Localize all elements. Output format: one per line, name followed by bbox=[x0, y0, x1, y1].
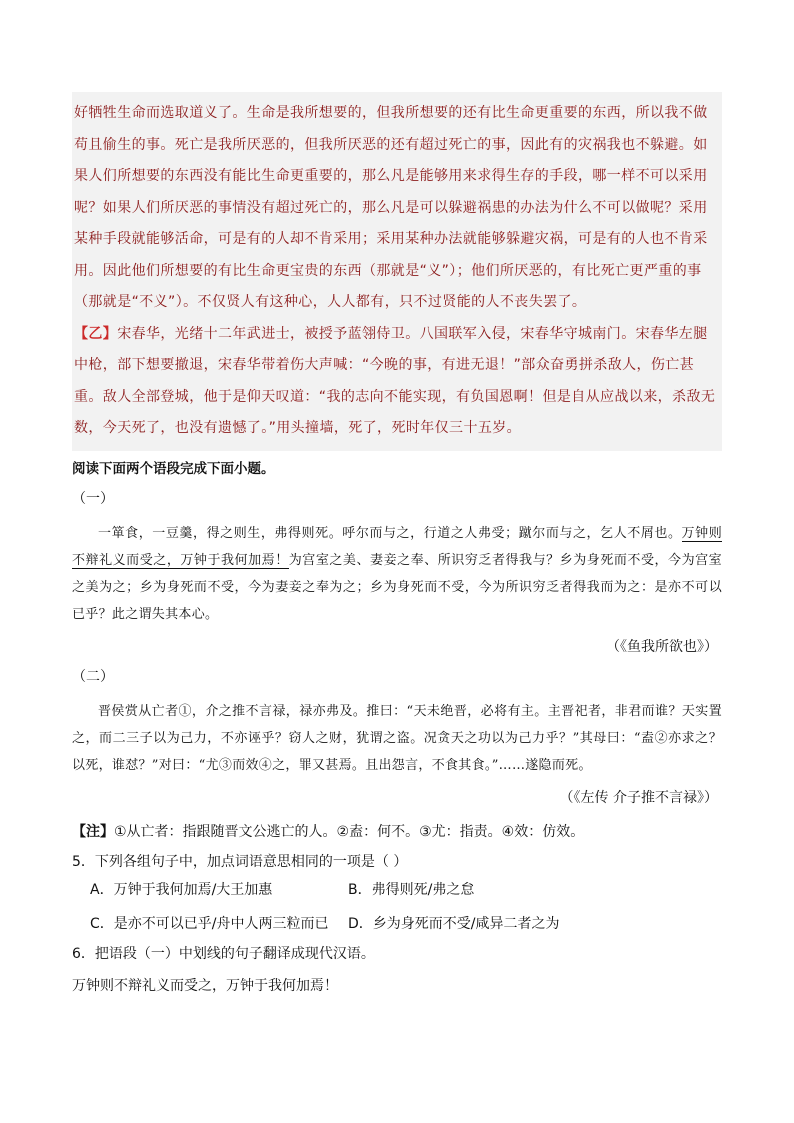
section-2-label: （二） bbox=[72, 668, 114, 685]
section-1-text-before: 一箪食，一豆羹，得之则生，弗得则死。呼尔而与之，行道之人弗受；蹴尔而与之，乞人不屑也。 bbox=[98, 525, 682, 541]
section-1-text-after: 为宫室之美、妻妾之奉、所识穷乏者得我与？乡为身死而不受，今为宫室之美为之；乡为身死而不受，今为妻妾之奉为之；乡为身死而不受，今为所识穷乏者得我而为之：是亦不可以已乎？此之谓失其本心。 bbox=[72, 552, 722, 622]
answer-paragraph-1: 好牺牲生命而选取道义了。生命是我所想要的，但我所想要的还有比生命更重要的东西，所以我不做苟且偷生的事。死亡是我所厌恶的，但我所厌恶的还有超过死亡的事，因此有的灾祸我也不躲避。如果人们所想要的东西没有能比生命更重要的，那么凡是能够用来求得生存的手段，哪一样不可以采用呢？如果人们所厌恶的事情没有超过死亡的，那么凡是可以躲避祸患的办法为什么不可以做呢？采用某种手段就能够活命，可是有的人却不肯采用；采用某种办法就能够躲避灾祸，可是有的人也不肯采用。因此他们所想要的有比生命更宝贵的东西（那就是“义”）；他们所厌恶的，有比死亡更严重的事（那就是“不义”）。不仅贤人有这种心，人人都有，只不过贤能的人不丧失罢了。 bbox=[74, 105, 708, 310]
annotation-note bbox=[72, 821, 722, 843]
answer-translation-box bbox=[72, 92, 722, 451]
option-d: D．乡为身死而不受/咸异二者之为 bbox=[348, 915, 560, 932]
section-1-label: （一） bbox=[72, 490, 114, 507]
section-1-source: （《鱼我所欲也》） bbox=[606, 638, 718, 655]
option-c: C．是亦不可以已乎/舟中人两三粒而已 bbox=[90, 915, 329, 932]
option-a: A．万钟于我何加焉/大王加惠 bbox=[90, 881, 273, 898]
page-content bbox=[72, 92, 722, 997]
underlined-sentence: 万钟则不辩礼义而受之，万钟于我何加焉！ bbox=[72, 525, 722, 568]
answer-paragraph-2-text: 宋春华，光绪十二年武进士，被授予蓝翎侍卫。八国联军入侵，宋春华守城南门。宋春华左腿中枪，部下想要撤退，宋春华带着伤大声喊：“今晚的事，有进无退！”部众奋勇拼杀敌人，伤亡甚重。敌人全部登城，他于是仰天叹道：“我的志向不能实现，有负国恩啊！但是自从应战以来，杀敌无数，今天死了，也没有遗憾了。”用头撞墙，死了，死时年仅三十五岁。 bbox=[74, 325, 716, 436]
option-b: B．弗得则死/弗之怠 bbox=[348, 881, 475, 898]
section-2-text: 晋侯赏从亡者①，介之推不言禄，禄亦弗及。推曰：“天未绝晋，必将有主。主晋祀者，非君而谁？天实置之，而二三子以为己力，不亦诬乎？窃人之财，犹谓之盗。况贪天之功以为己力乎？”其母曰：“盍②亦求之？以死，谁怼？”对曰：“尤③而效④之，罪又甚焉。且出怨言，不食其食。”……遂隐而死。 bbox=[72, 703, 722, 773]
answer-paragraph-2 bbox=[74, 319, 720, 445]
question-5-options bbox=[90, 879, 722, 935]
question-6-stem: 6．把语段（一）中划线的句子翻译成现代汉语。 bbox=[72, 945, 375, 962]
note-label: 【注】 bbox=[72, 823, 114, 840]
yi-label: 【乙】 bbox=[74, 325, 118, 342]
question-5-stem: 5．下列各组句子中，加点词语意思相同的一项是（ ） bbox=[72, 853, 408, 870]
section-2-source: （《左传 介子推不言禄》） bbox=[559, 789, 718, 806]
question-6-sentence: 万钟则不辩礼义而受之，万钟于我何加焉！ bbox=[72, 977, 338, 994]
note-text: ①从亡者：指跟随晋文公逃亡的人。②盍：何不。③尤：指责。④效：仿效。 bbox=[114, 823, 585, 840]
reading-instruction: 阅读下面两个语段完成下面小题。 bbox=[72, 460, 275, 477]
section-1-text bbox=[72, 520, 722, 628]
